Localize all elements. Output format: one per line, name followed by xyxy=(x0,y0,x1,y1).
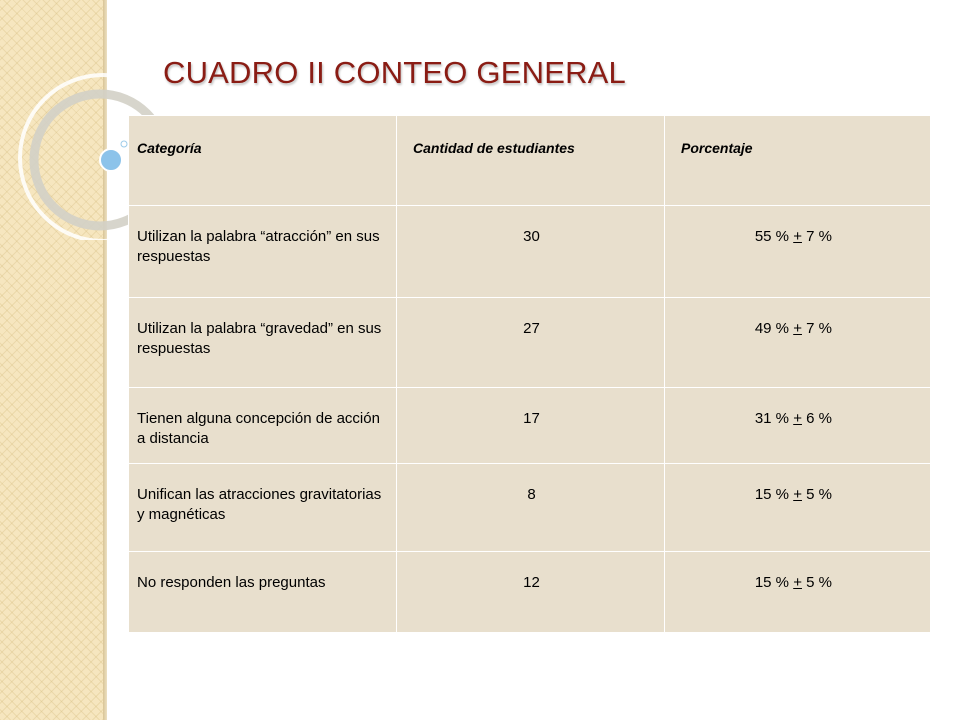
header-percentage: Porcentaje xyxy=(665,116,931,206)
results-table xyxy=(128,115,931,633)
cell-count: 12 xyxy=(397,552,665,633)
table-row xyxy=(129,388,931,464)
plus-minus-sign: + xyxy=(793,410,802,427)
table-row xyxy=(129,464,931,552)
error-value: 7 % xyxy=(806,228,832,245)
cell-category: Tienen alguna concepción de acción a distancia xyxy=(129,388,397,464)
table-row xyxy=(129,552,931,633)
pct-value: 15 % xyxy=(754,486,790,503)
plus-minus-sign: + xyxy=(793,228,802,245)
pct-value: 49 % xyxy=(754,320,790,337)
cell-count: 30 xyxy=(397,206,665,298)
cell-category: Utilizan la palabra “gravedad” en sus respuestas xyxy=(129,298,397,388)
pct-value: 55 % xyxy=(754,228,790,245)
cell-percentage xyxy=(665,388,931,464)
small-dot xyxy=(121,141,127,147)
plus-minus-sign: + xyxy=(793,574,802,591)
cell-category: Unifican las atracciones gravitatorias y magnéticas xyxy=(129,464,397,552)
error-value: 5 % xyxy=(806,574,832,591)
error-value: 5 % xyxy=(806,486,832,503)
header-category: Categoría xyxy=(129,116,397,206)
plus-minus-sign: + xyxy=(793,320,802,337)
table-row xyxy=(129,206,931,298)
cell-count: 27 xyxy=(397,298,665,388)
error-value: 6 % xyxy=(806,410,832,427)
cell-count: 8 xyxy=(397,464,665,552)
cell-category: Utilizan la palabra “atracción” en sus respuestas xyxy=(129,206,397,298)
page-title: CUADRO II CONTEO GENERAL xyxy=(163,55,626,90)
error-value: 7 % xyxy=(806,320,832,337)
cell-category: No responden las preguntas xyxy=(129,552,397,633)
pct-value: 15 % xyxy=(754,574,790,591)
plus-minus-sign: + xyxy=(793,486,802,503)
table-row xyxy=(129,298,931,388)
cell-count: 17 xyxy=(397,388,665,464)
header-count: Cantidad de estudiantes xyxy=(397,116,665,206)
cell-percentage xyxy=(665,464,931,552)
cell-percentage xyxy=(665,206,931,298)
table-header-row xyxy=(129,116,931,206)
blue-dot xyxy=(100,149,122,171)
cell-percentage xyxy=(665,298,931,388)
pct-value: 31 % xyxy=(754,410,790,427)
cell-percentage xyxy=(665,552,931,633)
